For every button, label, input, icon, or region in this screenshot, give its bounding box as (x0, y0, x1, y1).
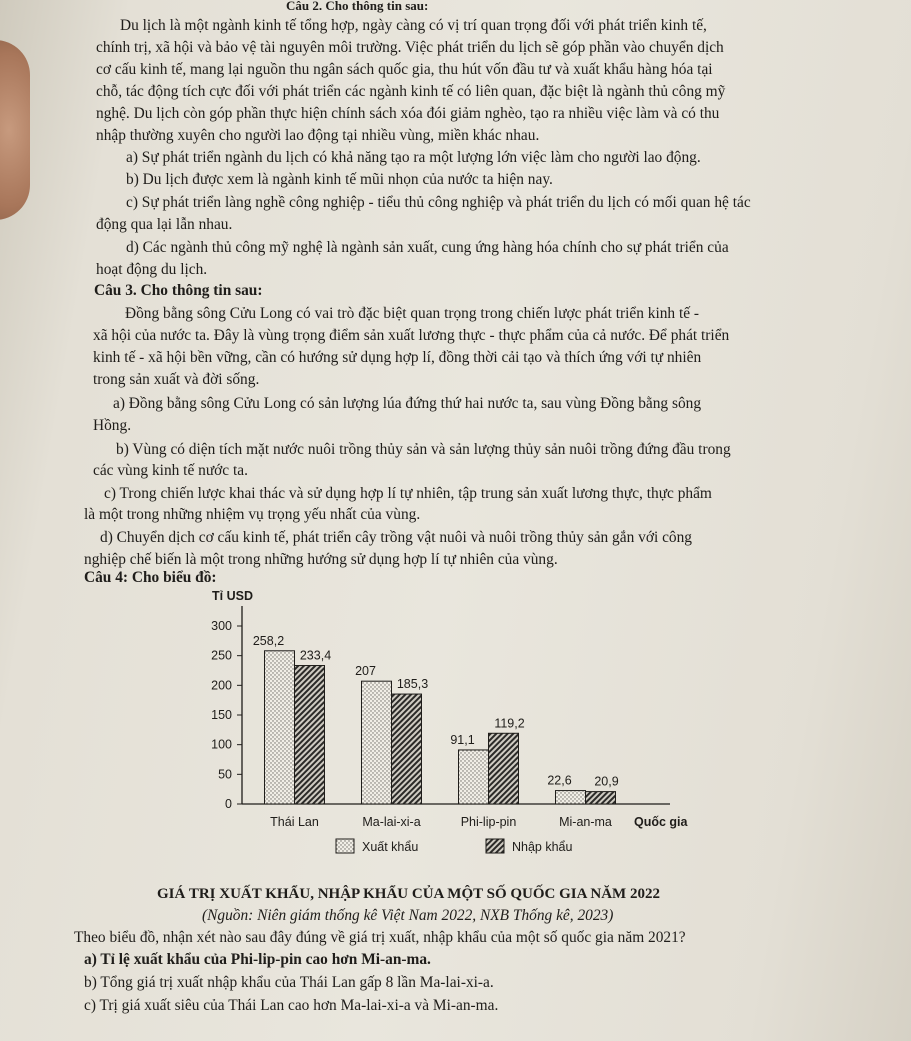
legend-label-import: Nhập khẩu (512, 840, 573, 854)
q4-question: Theo biểu đồ, nhận xét nào sau đây đúng về giá trị xuất, nhập khẩu của một số quốc gia năm 2021? (74, 929, 686, 946)
q3-para-line: Đồng bằng sông Cửu Long có vai trò đặc biệt quan trọng trong chiến lược phát triển kinh tế - (125, 305, 700, 322)
q3-header: Câu 3. Cho thông tin sau: (94, 282, 263, 299)
q2-para-line: Du lịch là một ngành kinh tế tổng hợp, ngày càng có vị trí quan trọng đối với phát triển kinh tế, (120, 17, 707, 34)
legend-swatch-export (336, 839, 354, 853)
bar-value-label: 233,4 (299, 648, 332, 663)
legend-label-export: Xuất khẩu (362, 840, 419, 854)
bar-value-label: 207 (355, 664, 376, 679)
bar-chart-svg (190, 586, 730, 876)
y-tick-label: 150 (211, 708, 232, 722)
q3-option-c-cont: là một trong những nhiệm vụ trọng yếu nhất của vùng. (84, 506, 421, 523)
q4-option-a: a) Tỉ lệ xuất khẩu của Phi-lip-pin cao hơn Mi-an-ma. (84, 951, 431, 968)
y-tick-label: 250 (211, 648, 232, 663)
bar-import (295, 666, 325, 804)
q2-option-d-cont: hoạt động du lịch. (96, 261, 208, 278)
bar-value-label: 258,2 (252, 633, 285, 648)
q3-para-line: trong sản xuất và đời sống. (93, 371, 260, 388)
q2-option-d: d) Các ngành thủ công mỹ nghệ là ngành sản xuất, cung ứng hàng hóa chính cho sự phát triển của (126, 239, 729, 256)
q2-para-line: chỗ, tác động tích cực đối với phát triển các ngành kinh tế có liên quan, đặc biệt là ngành thủ công mỹ (96, 83, 726, 100)
x-tick-label: Mi-an-ma (559, 815, 612, 829)
legend-swatch-import (486, 839, 504, 853)
q3-option-c: c) Trong chiến lược khai thác và sử dụng hợp lí tự nhiên, tập trung sản xuất lương thực, thực phẩm (104, 485, 712, 502)
bar-export (556, 791, 586, 804)
q2-option-c: c) Sự phát triển làng nghề công nghiệp - tiểu thủ công nghiệp và phát triển du lịch có mối quan hệ tác (126, 194, 751, 211)
q3-option-d: d) Chuyển dịch cơ cấu kinh tế, phát triển cây trồng vật nuôi và nuôi trồng thủy sản gắn với công (100, 529, 693, 546)
q3-option-b-cont: các vùng kinh tế nước ta. (93, 462, 248, 479)
bar-import (392, 694, 422, 804)
y-tick-label: 0 (225, 797, 232, 811)
x-tick-label: Thái Lan (270, 815, 319, 829)
y-tick-label: 300 (211, 619, 232, 633)
y-tick-label: 50 (218, 767, 232, 782)
bar-import (586, 792, 616, 804)
bar-value-label: 20,9 (594, 774, 619, 789)
q2-option-c-cont: động qua lại lẫn nhau. (96, 216, 233, 233)
bar-export (265, 651, 295, 804)
q2-para-line: nhập thường xuyên cho người lao động tại nhiều vùng, miền khác nhau. (96, 127, 540, 144)
bar-import (489, 733, 519, 804)
q2-para-line: nghệ. Du lịch còn góp phần thực hiện chính sách xóa đói giảm nghèo, tạo ra nhiều việc làm và có thu (96, 105, 720, 122)
bar-export (362, 681, 392, 804)
q4-option-b: b) Tổng giá trị xuất nhập khẩu của Thái Lan gấp 8 lần Ma-lai-xi-a. (84, 974, 494, 991)
q4-header: Câu 4: Cho biểu đồ: (84, 569, 217, 586)
x-tick-label: Ma-lai-xi-a (362, 815, 421, 829)
bar-export (459, 750, 489, 804)
x-tick-label: Phi-lip-pin (460, 815, 517, 829)
q3-para-line: xã hội của nước ta. Đây là vùng trọng điểm sản xuất lương thực - thực phẩm của cả nước. Để phát triển (93, 327, 730, 344)
q4-option-c: c) Trị giá xuất siêu của Thái Lan cao hơn Ma-lai-xi-a và Mi-an-ma. (84, 997, 499, 1014)
q2-option-b: b) Du lịch được xem là ngành kinh tế mũi nhọn của nước ta hiện nay. (126, 171, 553, 188)
bar-value-label: 185,3 (396, 677, 429, 692)
q2-para-line: chính trị, xã hội và bảo vệ tài nguyên môi trường. Việc phát triển du lịch sẽ góp phần vào chuyển dịch (96, 39, 724, 56)
y-tick-label: 200 (211, 678, 232, 693)
chart-title: GIÁ TRỊ XUẤT KHẨU, NHẬP KHẨU CỦA MỘT SỐ QUỐC GIA NĂM 2022 (157, 886, 660, 902)
bar-value-label: 22,6 (547, 773, 572, 788)
q2-header: Câu 2. Cho thông tin sau: (286, 0, 429, 13)
finger-shadow (0, 40, 30, 220)
q3-option-b: b) Vùng có diện tích mặt nước nuôi trồng thủy sản và sản lượng thủy sản nuôi trồng đứng đầu trong (116, 441, 731, 458)
bar-value-label: 119,2 (494, 716, 525, 731)
q3-option-a-cont: Hồng. (93, 417, 132, 434)
bar-value-label: 91,1 (450, 732, 475, 747)
y-tick-label: 100 (211, 737, 232, 752)
chart-source: (Nguồn: Niên giám thống kê Việt Nam 2022, NXB Thống kê, 2023) (202, 907, 614, 924)
x-axis-label: Quốc gia (634, 815, 688, 829)
bar-chart (190, 586, 730, 876)
q3-option-a: a) Đồng bằng sông Cửu Long có sản lượng lúa đứng thứ hai nước ta, sau vùng Đồng bằng sông (113, 395, 702, 412)
q3-para-line: kinh tế - xã hội bền vững, cần có hướng sử dụng hợp lí, đồng thời cải tạo và thích ứng với tự nhiên (93, 349, 702, 366)
q3-option-d-cont: nghiệp chế biến là một trong những hướng sử dụng hợp lí tự nhiên của vùng. (84, 551, 558, 568)
y-axis-label: Tỉ USD (212, 589, 253, 603)
q2-option-a: a) Sự phát triển ngành du lịch có khả năng tạo ra một lượng lớn việc làm cho người lao động. (126, 149, 701, 166)
q2-para-line: cơ cấu kinh tế, mang lại nguồn thu ngân sách quốc gia, thu hút vốn đầu tư và xuất khẩu hàng hóa tại (96, 61, 713, 78)
